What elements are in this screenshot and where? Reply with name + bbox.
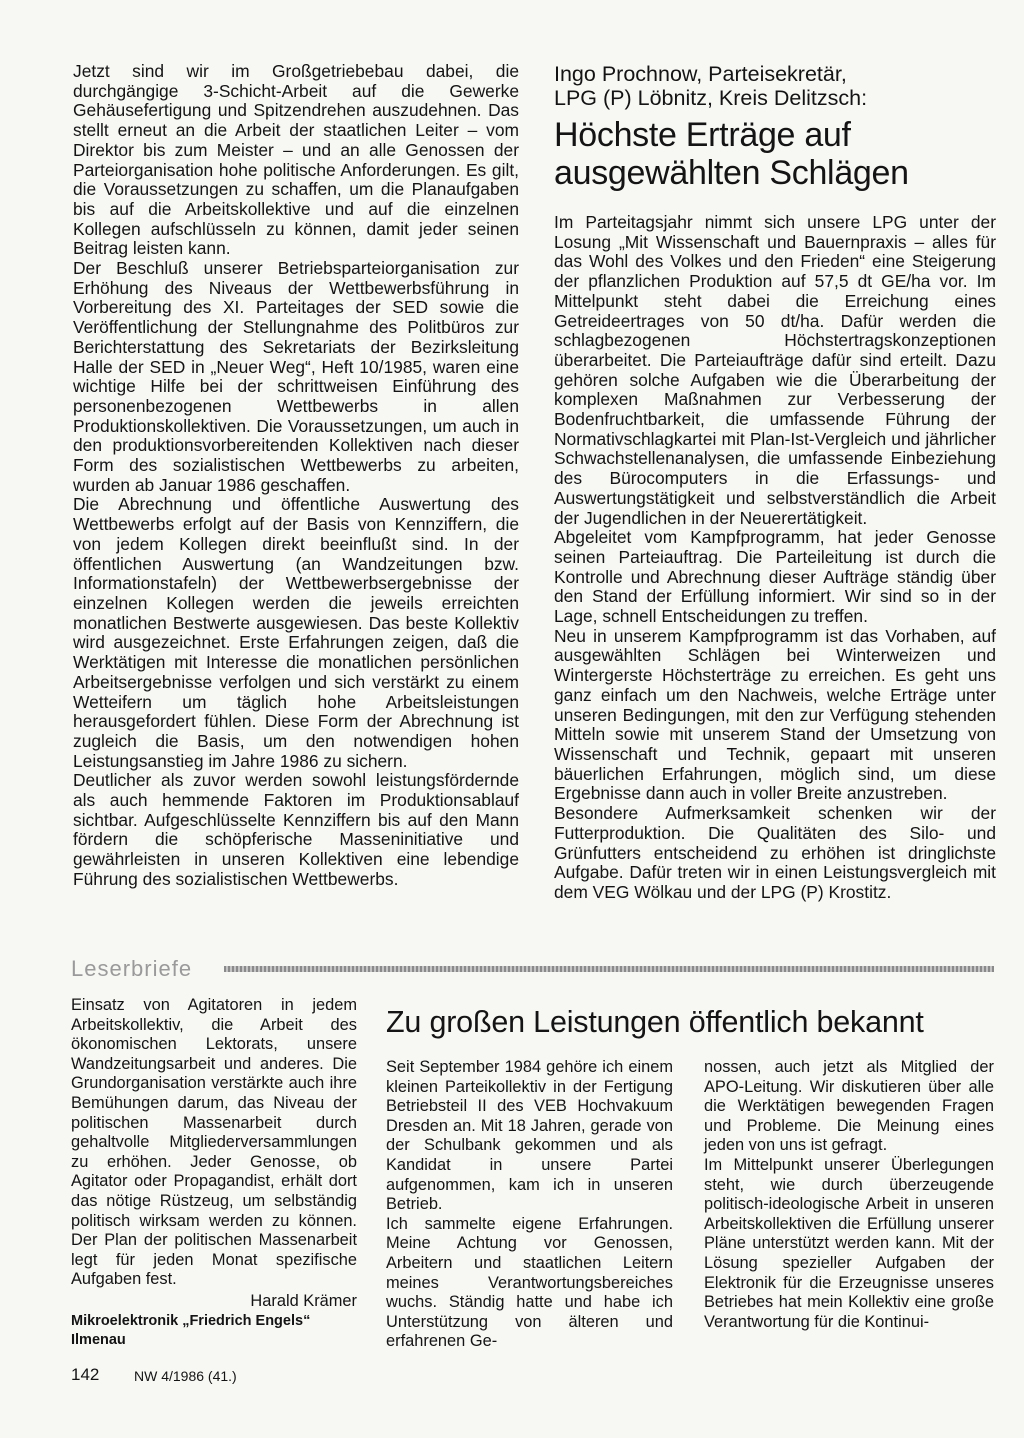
letter-right-column-2 [704, 1058, 994, 1332]
letter-headline: Zu großen Leistungen öffentlich bekannt [386, 1005, 924, 1039]
letter-left [71, 996, 357, 1350]
article-paragraph: Neu in unserem Kampfprogramm ist das Vorhaben, auf ausgewählten Schlägen bei Winterweizen und Wintergerste Höchsterträge zu erreichen. Es geht uns ganz einfach um den Nachweis, welche Erträge unter unseren Bedingungen, mit den zur Verfügung stehenden Mitteln sowie mit unserem Stand der Umsetzung von Wissenschaft und Technik, gepaart mit unseren bäuerlichen Erfahrungen, möglich sind, um diese Ergebnisse dann auch in voller Breite anzustreben. [554, 625, 996, 804]
letter-paragraph: Ich sammelte eigene Erfahrungen. Meine Achtung vor Genossen, Arbeitern und staatlichen Leitern meines Verantwortungsbereiches wuchs. Ständig hatte und habe ich Unterstützung von älteren und erfahrenen Ge- [386, 1214, 673, 1351]
headline-line: Höchste Erträge auf [554, 116, 851, 154]
page-number: 142 [71, 1365, 100, 1384]
article-paragraph: Deutlicher als zuvor werden sowohl leistungsfördernde als auch hemmende Faktoren im Produktionsablauf sichtbar. Aufgeschlüsselte Kennziffern bis auf den Mann fördern die schöpferische Masseninitiative und gewährleisten in unseren Kollektiven eine lebendige Führung des sozialistischen Wettbewerbs. [73, 770, 519, 889]
letter-paragraph: Seit September 1984 gehöre ich einem kleinen Parteikollektiv in der Fertigung Betriebsteil II des VEB Hochvakuum Dresden an. Mit 18 Jahren, gerade von der Schulbank gekommen und als Kandidat in unsere Partei aufgenommen, kam ich in unseren Betrieb. [386, 1058, 673, 1214]
letter-text: Einsatz von Agitatoren in jedem Arbeitskollektiv, die Arbeit des ökonomischen Lektorats, unsere Wandzeitungsarbeit und anderes. Die Grundorganisation verstärkte auch ihre Bemühungen darum, das Niveau der politischen Massenarbeit durch gehaltvolle Mitgliederversammlungen zu erhöhen. Jeder Genosse, ob Agitator oder Propagandist, erhält dort das nötige Rüstzeug, um selbständig politisch wirksam werden zu können. Der Plan der politischen Massenarbeit legt für jeden Monat spezifische Aufgaben fest. [71, 996, 357, 1289]
letter-paragraph: Im Mittelpunkt unserer Überlegungen steht, wie durch überzeugende politisch-ideologische Arbeit in unseren Arbeitskollektiven die Erfüllung unserer Pläne unterstützt werden kann. Mit der Lösung spezieller Aufgaben der Elektronik für die Erzeugnisse unseres Betriebes hat mein Kollektiv eine große Verantwortung für die Kontinui- [704, 1155, 994, 1331]
headline-line: ausgewählten Schlägen [554, 154, 909, 192]
article-paragraph: Abgeleitet vom Kampfprogramm, hat jeder Genosse seinen Parteiauftrag. Die Parteileitung ist durch die Kontrolle und Abrechnung dieser Aufträge ständig über den Stand der Erfüllung informiert. Wir sind so in der Lage, schnell Entscheidungen zu treffen. [554, 527, 996, 627]
letter-paragraph: nossen, auch jetzt als Mitglied der APO-Leitung. Wir diskutieren über alle die Werktätigen bewegenden Fragen und Probleme. Die Meinung eines jeden von uns ist gefragt. [704, 1058, 994, 1155]
letter-right-column-1 [386, 1058, 673, 1352]
left-article-column [73, 62, 519, 890]
byline [554, 62, 996, 110]
byline-line: Ingo Prochnow, Parteisekretär, [554, 62, 847, 86]
article-paragraph: Besondere Aufmerksamkeit schenken wir der Futterproduktion. Die Qualitäten des Silo- und Grünfutters entscheidend zu erhöhen ist dringlichste Aufgabe. Dafür treten wir in einen Leistungsvergleich mit dem VEG Wölkau und der LPG (P) Krostitz. [554, 803, 996, 902]
issue-label: NW 4/1986 (41.) [134, 1368, 237, 1384]
section-label: Leserbriefe [71, 956, 193, 981]
article-headline [554, 116, 996, 192]
letter-author: Harald Krämer [250, 1291, 357, 1310]
article-paragraph: Jetzt sind wir im Großgetriebebau dabei, die durchgängige 3-Schicht-Arbeit auf die Gewerke Gehäusefertigung und Spitzendrehen auszudehnen. Das stellt erneut an die Arbeit der staatlichen Leiter – vom Direktor bis zum Meister – und an alle Genossen der Parteiorganisation hohe politische Anforderungen. Es gilt, die Voraussetzungen zu schaffen, um die Planaufgaben bis auf die Arbeitskollektive und auf die einzelnen Kollegen aufschlüsseln zu können, damit jeder seinen Beitrag leisten kann. [73, 61, 519, 259]
section-divider [224, 966, 994, 972]
article-paragraph: Im Parteitagsjahr nimmt sich unsere LPG unter der Losung „Mit Wissenschaft und Bauernpraxis – alles für das Wohl des Volkes und den Frieden“ eine Steigerung der pflanzlichen Produktion auf 57,5 dt GE/ha vor. Im Mittelpunkt steht dabei die Erreichung eines Getreideertrages von 50 dt/ha. Dafür werden die schlagbezogenen Höchstertragskonzeptionen überarbeitet. Die Parteiaufträge dafür sind erteilt. Dazu gehören solche Aufgaben wie die Überarbeitung der komplexen Maßnahmen zur Verbesserung der Bodenfruchtbarkeit, die umfassende Führung der Normativschlagkartei mit Plan-Ist-Vergleich und jährlicher Schwachstellenanalysen, die umfassende Einbeziehung des Bürocomputers in die Erfassungs- und Auswertungstätigkeit und selbstverständlich die Arbeit der Jugendlichen in der Neuerertätigkeit. [554, 212, 996, 528]
byline-line: LPG (P) Löbnitz, Kreis Delitzsch: [554, 86, 868, 110]
letter-affiliation: Mikroelektronik „Friedrich Engels“ Ilmenau [71, 1312, 311, 1348]
right-article [554, 62, 996, 903]
article-paragraph: Die Abrechnung und öffentliche Auswertung des Wettbewerbs erfolgt auf der Basis von Kennziffern, die von jedem Kollegen direkt beeinflußt sind. In der öffentlichen Auswertung (an Wandzeitungen bzw. Informationstafeln) der Wettbewerbsergebnisse der einzelnen Kollegen werden die jeweils erreichten monatlichen Bestwerte ausgewiesen. Das beste Kollektiv wird ausgezeichnet. Erste Erfahrungen zeigen, daß die Werktätigen mit Interesse die monatlichen persönlichen Arbeitsergebnisse verfolgen und sich verstärkt zu einem Wetteifern um täglich hohe Arbeitsleistungen herausgefordert fühlen. Diese Form der Abrechnung ist zugleich die Basis, um den notwendigen hohen Leistungsanstieg im Jahre 1986 zu sichern. [73, 494, 519, 771]
article-paragraph: Der Beschluß unserer Betriebsparteiorganisation zur Erhöhung des Niveaus der Wettbewerbsführung in Vorbereitung des XI. Parteitages der SED sowie die Veröffentlichung der Stellungnahme des Politbüros zur Berichterstattung des Sekretariats der Bezirksleitung Halle der SED in „Neuer Weg“, Heft 10/1985, waren eine wichtige Hilfe bei der schrittweisen Einführung des personenbezogenen Wettbewerbs in allen Produktionskollektiven. Die Voraussetzungen, um auch in den produktionsvorbereitenden Kollektiven nach dieser Form des sozialistischen Wettbewerbs zu arbeiten, wurden ab Januar 1986 geschaffen. [73, 258, 519, 495]
